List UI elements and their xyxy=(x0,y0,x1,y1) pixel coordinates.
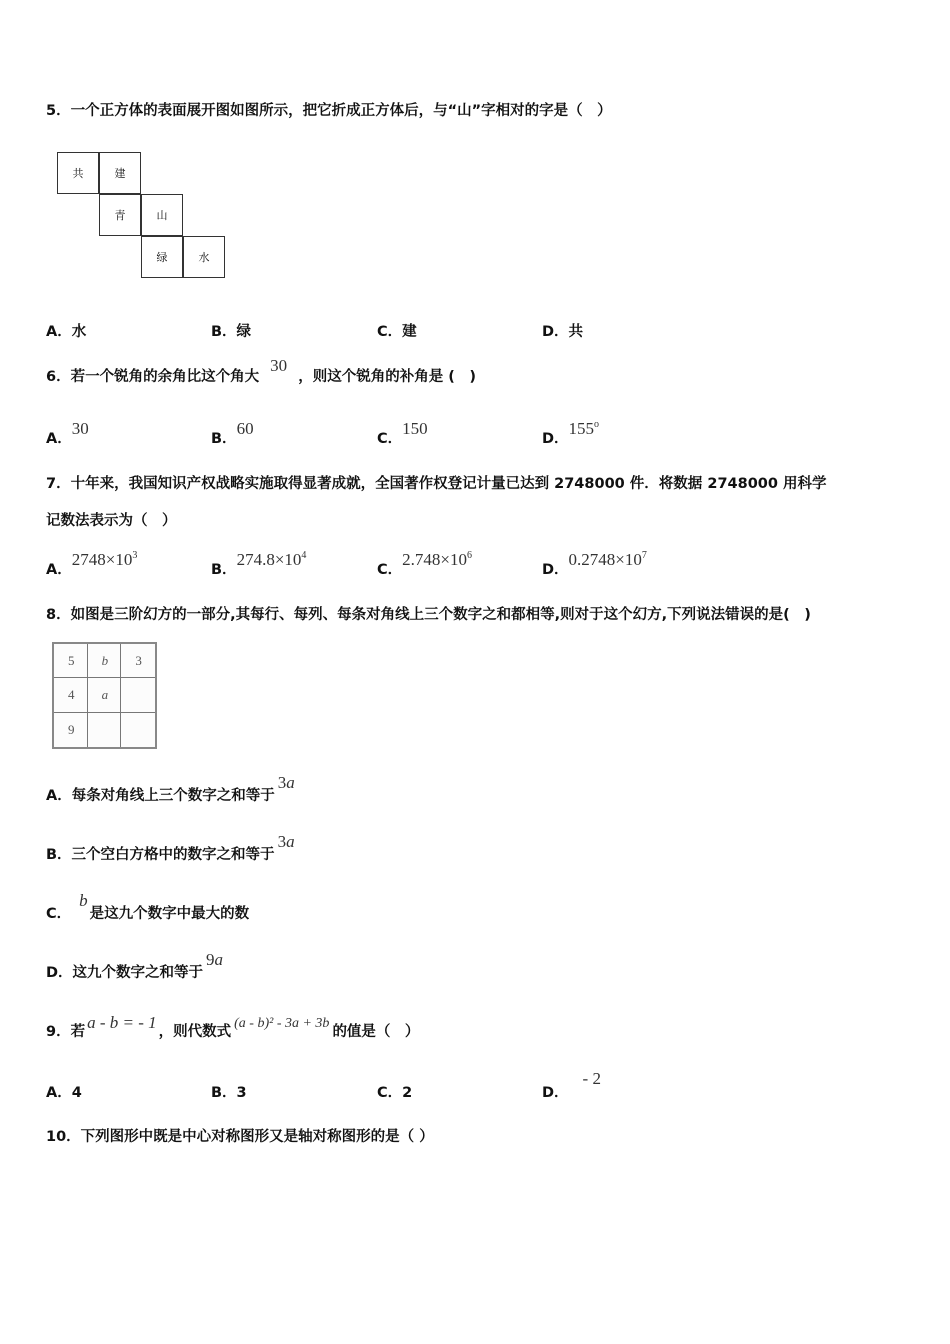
q6-option-a[interactable]: A．30 xyxy=(46,419,89,447)
q6-option-b[interactable]: B．60 xyxy=(211,419,254,447)
magic-square-figure xyxy=(52,642,157,749)
question-8: 8．如图是三阶幻方的一部分,其每行、每列、每条对角线上三个数字之和都相等,则对于这个幻方,下列说法错误的是( ) xyxy=(46,607,811,623)
q6-pre: 6．若一个锐角的余角比这个角大 xyxy=(46,369,260,385)
q8-option-a[interactable]: A．每条对角线上三个数字之和等于3a xyxy=(46,773,295,804)
net-cell-6: 水 xyxy=(183,236,225,278)
q9-expression: (a - b)² - 3a + 3b xyxy=(234,1016,330,1031)
magic-cell-9 xyxy=(121,713,155,747)
net-cell-2: 建 xyxy=(99,152,141,194)
magic-cell-4: 4 xyxy=(54,678,88,712)
q6-post: ，则这个锐角的补角是 ( ) xyxy=(298,369,477,385)
q9-option-a[interactable]: A．4 xyxy=(46,1085,82,1101)
q9-options xyxy=(46,1069,926,1109)
q9-option-c[interactable]: C．2 xyxy=(377,1085,413,1101)
q6-options xyxy=(46,419,926,455)
magic-cell-3: 3 xyxy=(121,644,155,678)
q5-option-c[interactable]: C．建 xyxy=(377,324,417,340)
magic-cell-1: 5 xyxy=(54,644,88,678)
q7-option-d[interactable]: D．$0.2748\times 10^7$ xyxy=(542,550,647,578)
q7-option-c[interactable]: C．$2.748\times 10^6$ xyxy=(377,550,472,578)
net-cell-1: 共 xyxy=(57,152,99,194)
q6-option-d[interactable]: D．155$^o$ xyxy=(542,419,600,447)
magic-cell-8 xyxy=(88,713,122,747)
q5-option-a[interactable]: A．水 xyxy=(46,324,87,340)
q8-option-c[interactable]: C．b是这九个数字中最大的数 xyxy=(46,891,250,922)
q5-option-d[interactable]: D．共 xyxy=(542,324,584,340)
q7-option-b[interactable]: B．$274.8\times 10^4$ xyxy=(211,550,307,578)
q9-option-d[interactable]: D．- 2 xyxy=(542,1069,601,1101)
net-cell-3: 青 xyxy=(99,194,141,236)
magic-cell-6 xyxy=(121,678,155,712)
q5-options xyxy=(46,320,926,348)
magic-cell-5: a xyxy=(88,678,122,712)
question-5: 5．一个正方体的表面展开图如图所示，把它折成正方体后，与“山”字相对的字是（ ） xyxy=(46,103,612,119)
q7-option-a[interactable]: A．$2748\times 10^3$ xyxy=(46,550,138,578)
q8-option-d[interactable]: D．这九个数字之和等于9a xyxy=(46,950,224,981)
net-cell-4: 山 xyxy=(141,194,183,236)
q9-option-b[interactable]: B．3 xyxy=(211,1085,247,1101)
question-9: 9．若 a - b = - 1 ，则代数式(a - b)² - 3a + 3b的值是（ ） xyxy=(46,1013,420,1040)
question-7-line-1: 7．十年来，我国知识产权战略实施取得显著成就，全国著作权登记计量已达到 2748000 件．将数据 2748000 用科学 xyxy=(46,476,827,492)
q5-option-b[interactable]: B．绿 xyxy=(211,324,252,340)
question-6 xyxy=(46,356,477,387)
q6-math: 30 xyxy=(270,356,288,375)
net-cell-5: 绿 xyxy=(141,236,183,278)
magic-cell-7: 9 xyxy=(54,713,88,747)
q9-condition: a - b = - 1 xyxy=(87,1013,157,1032)
q6-option-c[interactable]: C．150 xyxy=(377,419,428,447)
question-7-line-2: 记数法表示为（ ） xyxy=(46,513,177,529)
magic-cell-2: b xyxy=(88,644,122,678)
question-10: 10．下列图形中既是中心对称图形又是轴对称图形的是（ ） xyxy=(46,1129,434,1145)
q7-options xyxy=(46,550,926,586)
q8-option-b[interactable]: B．三个空白方格中的数字之和等于3a xyxy=(46,832,295,863)
